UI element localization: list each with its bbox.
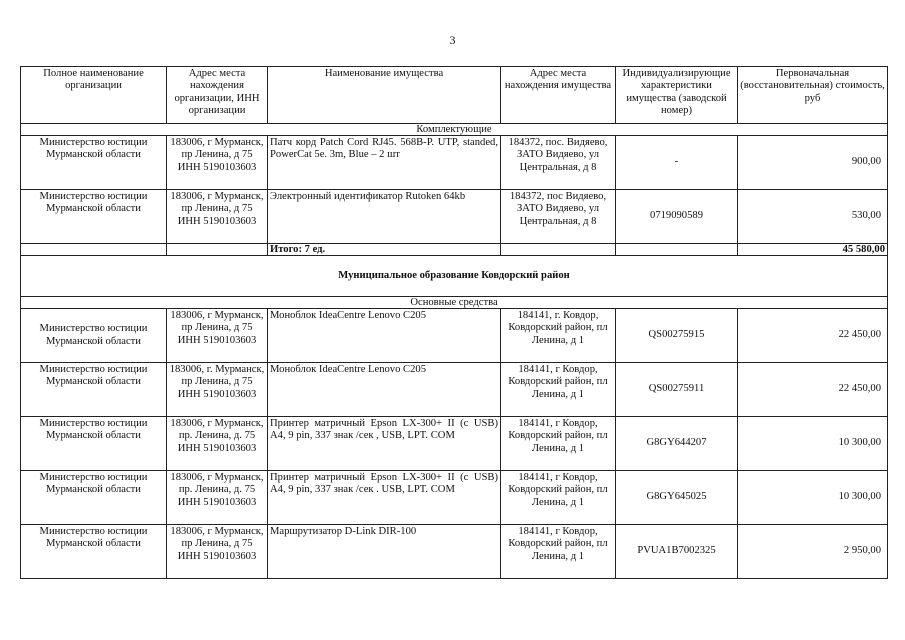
item-name-cell: Принтер матричный Epson LX-300+ II (с USB) A4, 9 pin, 337 знак /сек , USB, LPT. COM	[268, 417, 501, 471]
table-row	[21, 136, 888, 190]
org-name-cell: Министерство юстиции Мурманской области	[21, 525, 167, 579]
section-title: Комплектующие	[21, 124, 888, 136]
column-header: Адрес места нахождения организации, ИНН организации	[167, 67, 268, 124]
org-address-cell: 183006, г Мурманск, пр Ленина, д 75 ИНН 5190103603	[167, 136, 268, 190]
serial-cell: 0719090589	[616, 190, 738, 244]
total-label: Итого: 7 ед.	[268, 244, 501, 256]
section-header-row	[21, 124, 888, 136]
serial-cell: PVUA1B7002325	[616, 525, 738, 579]
item-name-cell: Принтер матричный Epson LX-300+ II (с USB) A4, 9 pin, 337 знак /сек . USB, LPT. COM	[268, 471, 501, 525]
column-header: Первоначальная (восстановительная) стоимость, руб	[738, 67, 888, 124]
org-address-cell: 183006, г Мурманск, пр. Ленина, д. 75 ИНН 5190103603	[167, 471, 268, 525]
cost-cell: 530,00	[738, 190, 888, 244]
cost-cell: 900,00	[738, 136, 888, 190]
org-address-cell: 183006, г. Мурманск, пр Ленина, д 75 ИНН 5190103603	[167, 363, 268, 417]
item-name-cell: Патч корд Patch Cord RJ45. 568B-P. UTP, standed, PowerCat 5e. 3m, Blue – 2 шт	[268, 136, 501, 190]
item-name-cell: Электронный идентификатор Rutoken 64kb	[268, 190, 501, 244]
table-row	[21, 525, 888, 579]
item-location-cell: 184141, г Ковдор, Ковдорский район, пл Ленина, д 1	[501, 417, 616, 471]
serial-cell: QS00275911	[616, 363, 738, 417]
property-table	[20, 66, 888, 579]
cost-cell: 2 950,00	[738, 525, 888, 579]
item-name-cell: Моноблок IdeaCentre Lenovo C205	[268, 363, 501, 417]
org-name-cell: Министерство юстиции Мурманской области	[21, 136, 167, 190]
municipality-row	[21, 256, 888, 297]
cost-cell: 10 300,00	[738, 417, 888, 471]
column-header: Полное наименование организации	[21, 67, 167, 124]
serial-cell: G8GY644207	[616, 417, 738, 471]
item-location-cell: 184141, г Ковдор, Ковдорский район, пл Ленина, д 1	[501, 363, 616, 417]
item-name-cell: Маршрутизатор D-Link DIR-100	[268, 525, 501, 579]
municipality-title: Муниципальное образование Ковдорский район	[21, 256, 888, 297]
cost-cell: 22 450,00	[738, 309, 888, 363]
serial-cell: -	[616, 136, 738, 190]
item-location-cell: 184141, г Ковдор, Ковдорский район, пл Ленина, д 1	[501, 525, 616, 579]
org-name-cell: Министерство юстиции Мурманской области	[21, 417, 167, 471]
org-address-cell: 183006, г Мурманск, пр Ленина, д 75 ИНН 5190103603	[167, 525, 268, 579]
table-row	[21, 417, 888, 471]
total-value: 45 580,00	[738, 244, 888, 256]
item-location-cell: 184372, пос Видяево, ЗАТО Видяево, ул Центральная, д 8	[501, 190, 616, 244]
cost-cell: 10 300,00	[738, 471, 888, 525]
item-location-cell: 184141, г. Ковдор, Ковдорский район, пл Ленина, д 1	[501, 309, 616, 363]
column-header: Адрес места нахождения имущества	[501, 67, 616, 124]
section-title: Основные средства	[21, 297, 888, 309]
table-row	[21, 190, 888, 244]
org-address-cell: 183006, г Мурманск, пр Ленина, д 75 ИНН 5190103603	[167, 309, 268, 363]
cost-cell: 22 450,00	[738, 363, 888, 417]
org-address-cell: 183006, г Мурманск, пр. Ленина, д. 75 ИНН 5190103603	[167, 417, 268, 471]
org-name-cell: Министерство юстиции Мурманской области	[21, 363, 167, 417]
item-location-cell: 184372, пос. Видяево, ЗАТО Видяево, ул Центральная, д 8	[501, 136, 616, 190]
org-address-cell: 183006, г Мурманск, пр Ленина, д 75 ИНН 5190103603	[167, 190, 268, 244]
column-header: Индивидуализирующие характеристики имущества (заводской номер)	[616, 67, 738, 124]
org-name-cell: Министерство юстиции Мурманской области	[21, 309, 167, 363]
item-location-cell: 184141, г Ковдор, Ковдорский район, пл Ленина, д 1	[501, 471, 616, 525]
serial-cell: G8GY645025	[616, 471, 738, 525]
table-header-row	[21, 67, 888, 124]
page-number: 3	[449, 33, 456, 47]
org-name-cell: Министерство юстиции Мурманской области	[21, 471, 167, 525]
column-header: Наименование имущества	[268, 67, 501, 124]
org-name-cell: Министерство юстиции Мурманской области	[21, 190, 167, 244]
total-row	[21, 244, 888, 256]
item-name-cell: Моноблок IdeaCentre Lenovo C205	[268, 309, 501, 363]
section-header-row	[21, 297, 888, 309]
table-row	[21, 363, 888, 417]
table-row	[21, 309, 888, 363]
table-row	[21, 471, 888, 525]
serial-cell: QS00275915	[616, 309, 738, 363]
